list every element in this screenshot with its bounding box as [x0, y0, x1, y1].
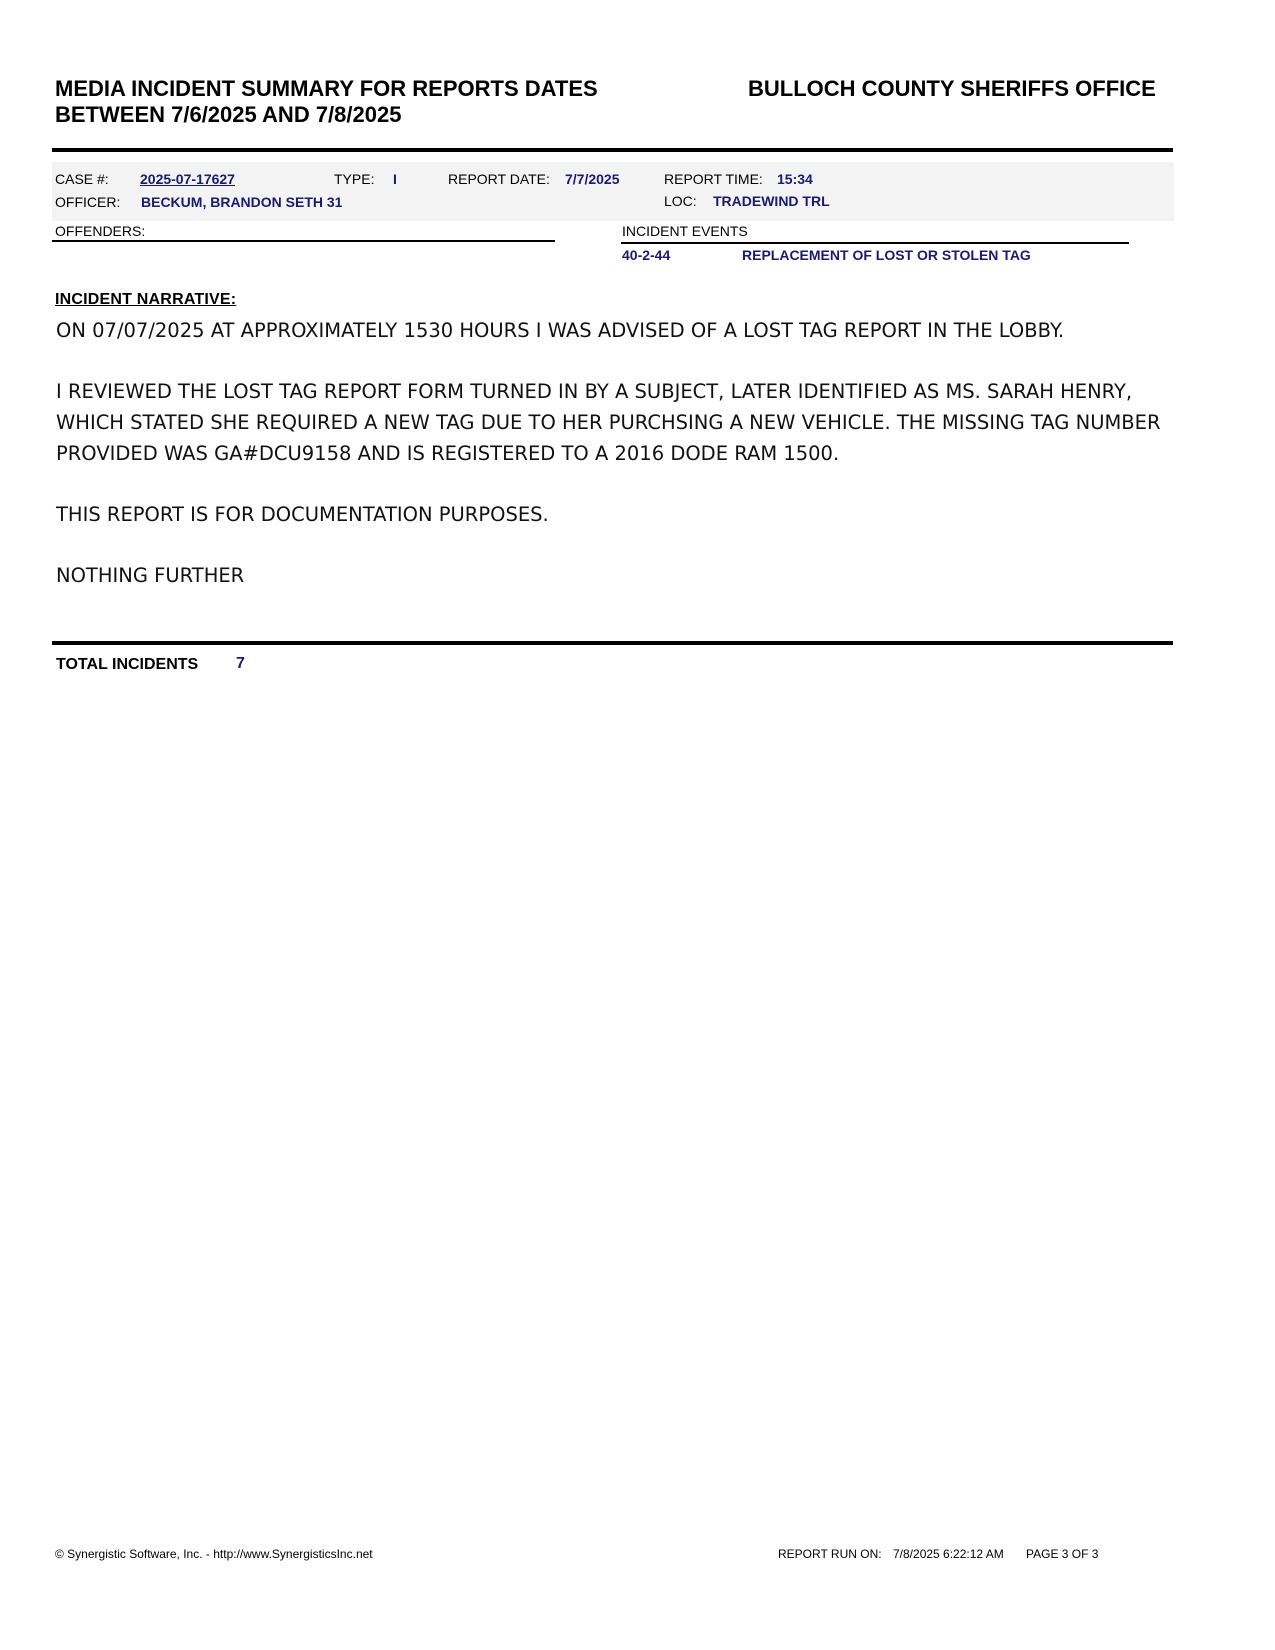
case-number-link[interactable]: 2025-07-17627 — [140, 171, 235, 187]
case-number-label: CASE #: — [55, 171, 109, 187]
report-title — [55, 76, 695, 128]
offenders-underline — [52, 240, 555, 242]
narrative-paragraph: I REVIEWED THE LOST TAG REPORT FORM TURNED IN BY A SUBJECT, LATER IDENTIFIED AS MS. SARAH HENRY, WHICH STATED SHE REQUIRED A NEW TAG DUE TO HER PURCHSING A NEW VEHICLE. THE MISSING TAG NUMBER PROVIDED WAS GA#DCU9158 AND IS REGISTERED TO A 2016 DODE RAM 1500. — [56, 380, 1161, 465]
incident-events-label: INCIDENT EVENTS — [622, 223, 748, 239]
incident-events-underline — [621, 242, 1129, 244]
location-value: TRADEWIND TRL — [713, 193, 830, 209]
agency-name: BULLOCH COUNTY SHERIFFS OFFICE — [748, 76, 1156, 101]
narrative-paragraph: ON 07/07/2025 AT APPROXIMATELY 1530 HOURS I WAS ADVISED OF A LOST TAG REPORT IN THE LOBBY. — [56, 319, 1065, 342]
footer-report-run-value: 7/8/2025 6:22:12 AM — [893, 1547, 1004, 1561]
narrative-paragraph: THIS REPORT IS FOR DOCUMENTATION PURPOSES. — [56, 503, 549, 526]
report-date-value: 7/7/2025 — [565, 171, 620, 187]
narrative-paragraph: NOTHING FURTHER — [56, 564, 245, 587]
report-time-label: REPORT TIME: — [664, 171, 763, 187]
footer-page-number: PAGE 3 OF 3 — [1026, 1547, 1099, 1561]
officer-label: OFFICER: — [55, 194, 121, 210]
header-divider — [52, 148, 1173, 152]
type-value: I — [393, 171, 397, 187]
narrative-end-divider — [52, 641, 1173, 645]
report-title-line-1: MEDIA INCIDENT SUMMARY FOR REPORTS DATES — [55, 76, 598, 101]
report-title-line-2: BETWEEN 7/6/2025 AND 7/8/2025 — [55, 102, 402, 127]
event-code: 40-2-44 — [622, 247, 671, 263]
narrative-body — [56, 315, 1176, 621]
total-incidents-label: TOTAL INCIDENTS — [56, 656, 199, 673]
narrative-heading: INCIDENT NARRATIVE: — [55, 291, 237, 308]
report-time-value: 15:34 — [777, 171, 813, 187]
footer-report-run-label: REPORT RUN ON: — [778, 1547, 882, 1561]
footer-copyright: © Synergistic Software, Inc. - http://www.SynergisticsInc.net — [55, 1547, 373, 1561]
type-label: TYPE: — [334, 171, 375, 187]
officer-value: BECKUM, BRANDON SETH 31 — [141, 194, 343, 210]
offenders-label: OFFENDERS: — [55, 223, 146, 239]
event-description: REPLACEMENT OF LOST OR STOLEN TAG — [742, 247, 1031, 263]
total-incidents-value: 7 — [236, 655, 245, 672]
location-label: LOC: — [664, 193, 697, 209]
report-date-label: REPORT DATE: — [448, 171, 550, 187]
